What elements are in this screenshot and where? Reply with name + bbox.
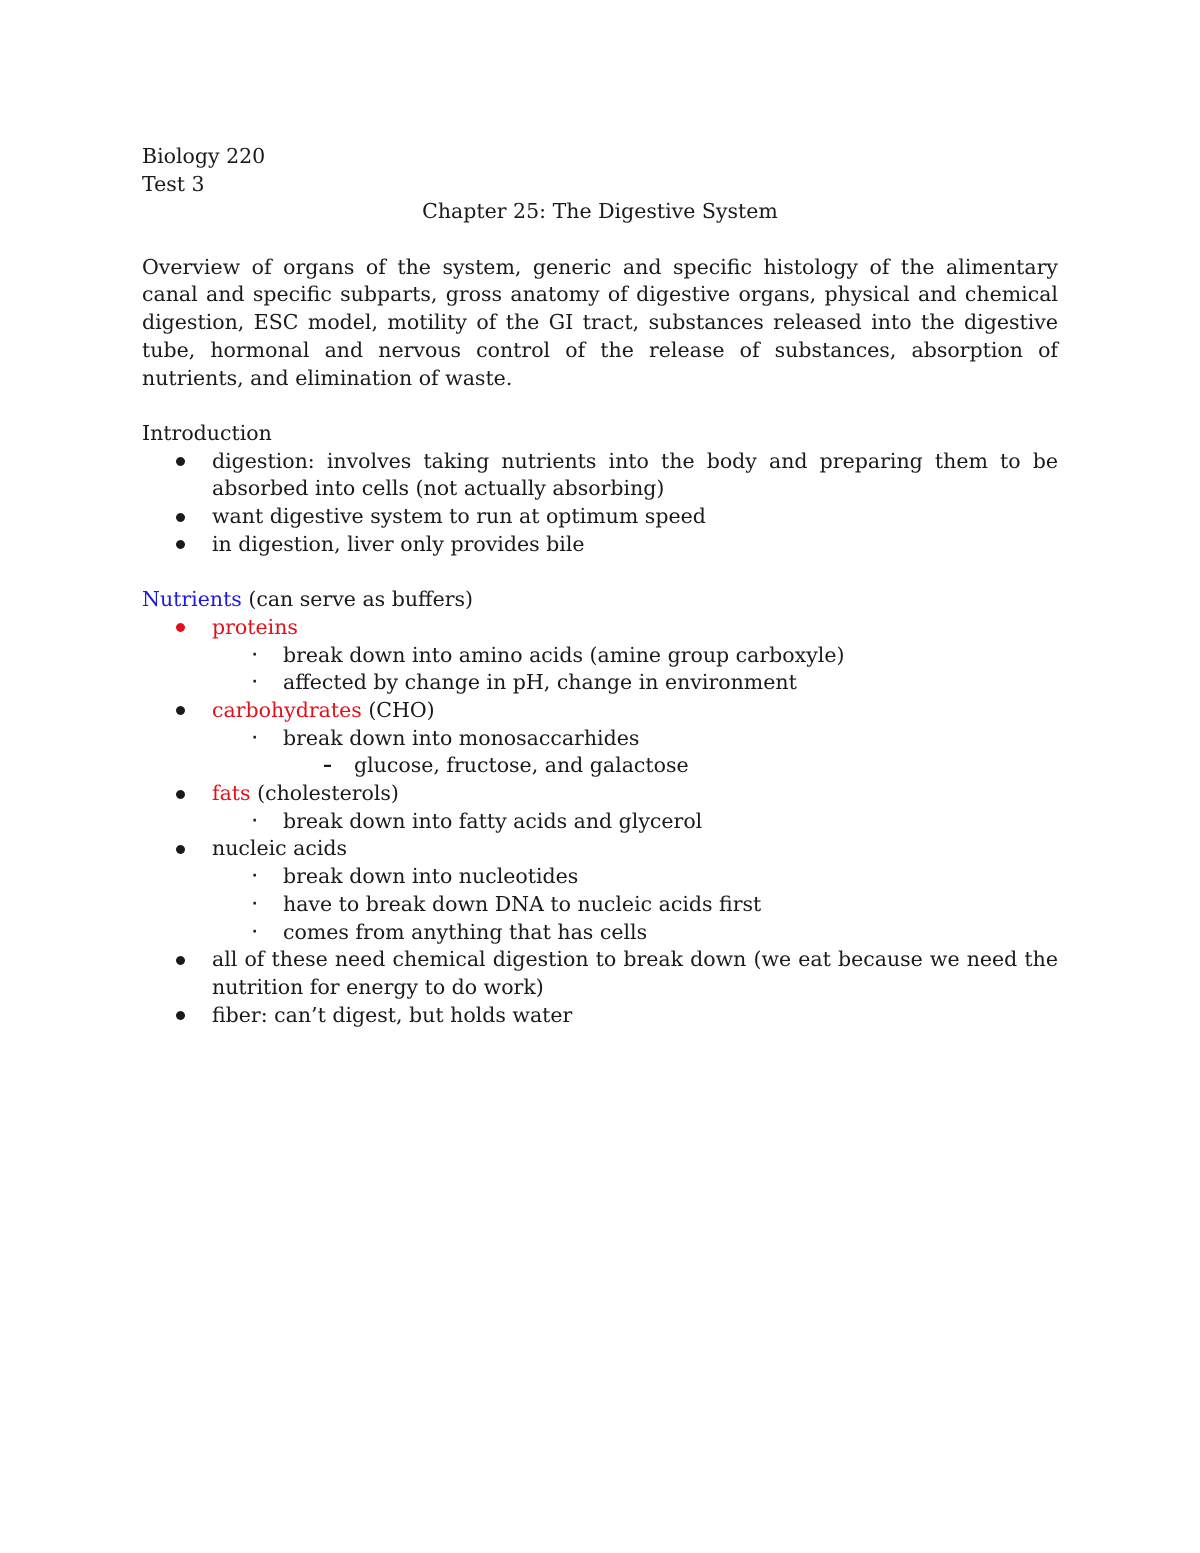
proteins-label: proteins: [212, 614, 298, 639]
introduction-heading: Introduction: [142, 420, 272, 445]
spacer: [142, 558, 1058, 586]
middle-dot-icon: ·: [252, 646, 258, 663]
bullet-icon: [176, 503, 185, 531]
bullet-icon: [176, 697, 185, 725]
nutrients-heading: [142, 586, 1058, 614]
list-item-fats: [142, 780, 1058, 808]
list-item-carbohydrates: [142, 697, 1058, 725]
course-name: Biology 220: [142, 144, 266, 168]
list-item-proteins: [142, 614, 1058, 642]
list-item: [142, 448, 1058, 503]
nutrients-heading-note: (can serve as buffers): [241, 587, 474, 612]
sub-list-item-text: affected by change in pH, change in environment: [283, 670, 797, 695]
sub-sub-list-item-text: glucose, fructose, and galactose: [354, 753, 689, 778]
middle-dot-icon: ·: [252, 868, 258, 885]
overview-paragraph: Overview of organs of the system, generic and specific histology of the alimentary canal and specific subparts, gross anatomy of digestive organs, physical and chemical digestion, ESC model, motility of the GI tract, substances released into the digestive tube, hormonal and nervous control of the release of substances, absorption of nutrients, and elimination of waste.: [142, 254, 1058, 390]
bullet-icon: [176, 1002, 185, 1030]
test-label: Test 3: [142, 171, 205, 196]
middle-dot-icon: ·: [252, 812, 258, 829]
bullet-icon: [176, 780, 185, 808]
sub-list-item-text: break down into monosaccarhides: [283, 725, 640, 750]
sub-list-item: [142, 808, 1058, 836]
carbohydrates-note: (CHO): [361, 697, 435, 722]
document-page: [142, 143, 1058, 1029]
fats-note: (cholesterols): [250, 781, 399, 806]
carbohydrates-label: carbohydrates: [212, 697, 362, 722]
list-item-nucleic-acids: [142, 835, 1058, 863]
list-item-text: all of these need chemical digestion to break down (we eat because we need the nutrition for energy to do work): [212, 947, 1058, 999]
middle-dot-icon: ·: [252, 895, 258, 912]
middle-dot-icon: ·: [252, 729, 258, 746]
list-item: [142, 946, 1058, 1001]
sub-list-item-text: break down into amino acids (amine group carboxyle): [283, 642, 845, 667]
sub-sub-list-item: [142, 752, 1058, 780]
list-item: [142, 1002, 1058, 1030]
nutrients-list: [142, 614, 1058, 1030]
introduction-list: [142, 448, 1058, 559]
list-item-text: digestion: involves taking nutrients into the body and preparing them to be absorbed into cells (not actually absorbing): [212, 448, 1058, 501]
middle-dot-icon: ·: [252, 923, 258, 940]
sub-list-item: [142, 919, 1058, 947]
sub-list-item-text: break down into nucleotides: [283, 864, 579, 889]
sub-list-item: [142, 725, 1058, 753]
list-item: [142, 531, 1058, 559]
sub-list-item-text: comes from anything that has cells: [283, 919, 648, 944]
list-item: [142, 503, 1058, 531]
spacer: [142, 392, 1058, 420]
nutrients-heading-label: Nutrients: [142, 587, 242, 612]
bullet-icon: [176, 531, 185, 559]
chapter-title: Chapter 25: The Digestive System: [422, 199, 778, 224]
bullet-icon: [176, 448, 185, 476]
sub-list-item-text: have to break down DNA to nucleic acids first: [283, 891, 762, 916]
sub-list-item: [142, 669, 1058, 697]
middle-dot-icon: ·: [252, 674, 258, 691]
list-item-text: want digestive system to run at optimum speed: [212, 504, 706, 529]
fats-label: fats: [212, 781, 251, 806]
bullet-icon: [176, 946, 185, 974]
sub-list-item: [142, 863, 1058, 891]
dash-icon: –: [323, 755, 332, 777]
sub-list-item: [142, 642, 1058, 670]
bullet-icon: [176, 614, 185, 642]
sub-list-item: [142, 891, 1058, 919]
sub-list-item-text: break down into fatty acids and glycerol: [283, 808, 703, 833]
spacer: [142, 226, 1058, 254]
list-item-text: fiber: can’t digest, but holds water: [212, 1002, 573, 1027]
list-item-text: in digestion, liver only provides bile: [212, 531, 585, 556]
nucleic-acids-label: nucleic acids: [212, 836, 348, 861]
bullet-icon: [176, 835, 185, 863]
